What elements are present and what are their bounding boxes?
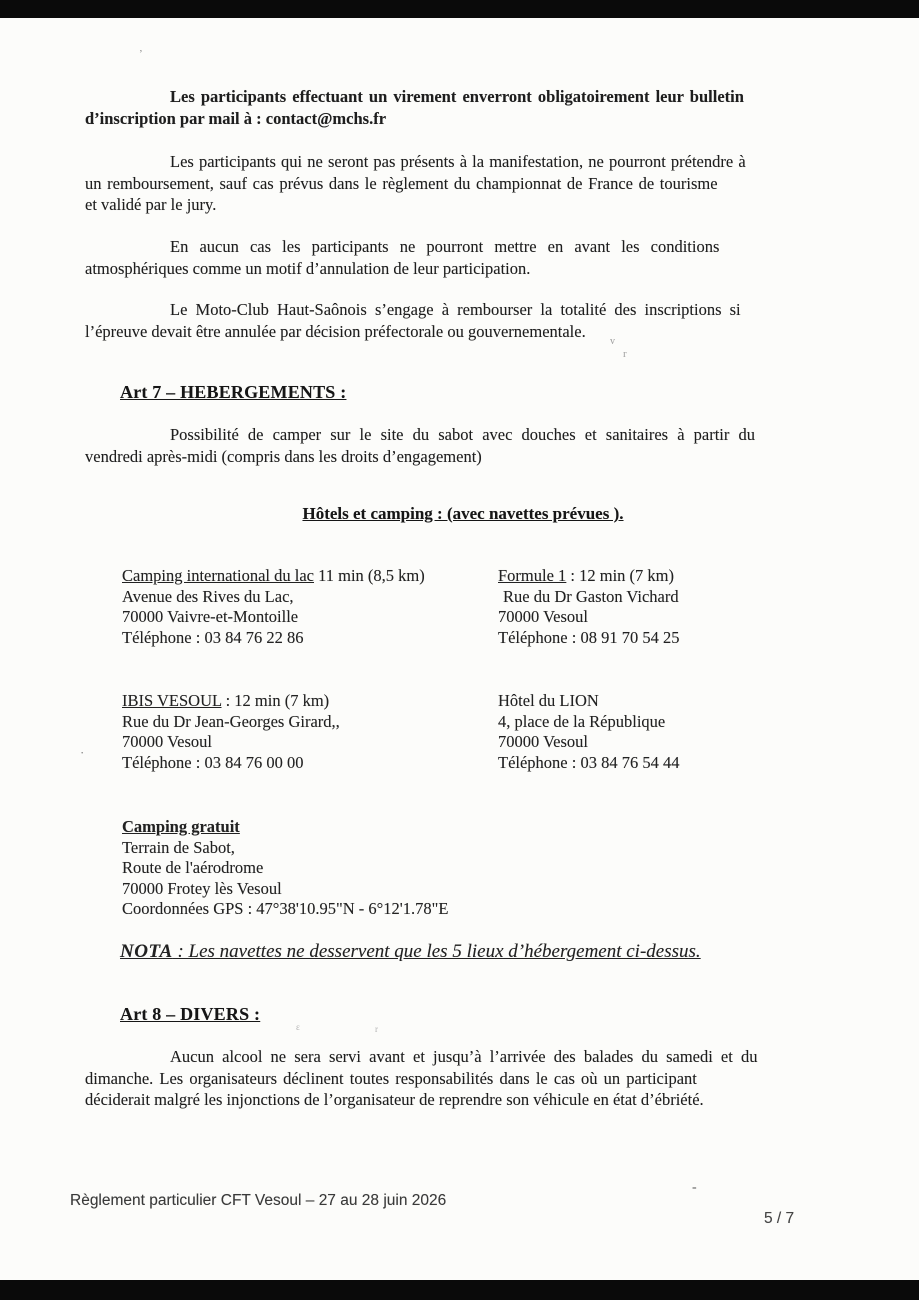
paragraph-line: En aucun cas les participants ne pourront mettre en avant les conditions — [170, 237, 720, 256]
accommodation-title — [498, 566, 679, 587]
accommodation-title — [122, 817, 448, 838]
accommodation-phone: Téléphone : 03 84 76 22 86 — [122, 627, 304, 647]
scan-speck: ’ — [139, 48, 143, 60]
paragraph-line: d’inscription par mail à : contact@mchs.fr — [85, 108, 387, 128]
hotels-camping-subheading: Hôtels et camping : (avec navettes prévues ). — [302, 504, 624, 523]
paragraph-alcool — [85, 1046, 841, 1111]
accommodation-address-line: 70000 Vesoul — [498, 732, 588, 751]
paragraph-virement — [85, 86, 841, 129]
accommodation-distance: 11 min (8,5 km) — [314, 566, 425, 585]
accommodation-address-line: Avenue des Rives du Lac, — [122, 586, 294, 606]
paragraph-conditions-atmospheriques — [85, 236, 841, 279]
paragraph-line: dimanche. Les organisateurs déclinent toutes responsabilités dans le cas où un participant — [85, 1068, 697, 1088]
nota-label: NOTA — [120, 941, 173, 962]
accommodation-address-line: 70000 Vesoul — [122, 732, 212, 751]
accommodation-camping-gratuit — [122, 817, 448, 920]
scan-speck: r — [623, 348, 627, 360]
accommodation-phone: Téléphone : 08 91 70 54 25 — [498, 627, 680, 647]
accommodation-address-line: 4, place de la République — [498, 711, 666, 731]
paragraph-line: vendredi après-midi (compris dans les droits d’engagement) — [85, 446, 482, 466]
accommodation-phone: Téléphone : 03 84 76 00 00 — [122, 752, 304, 772]
accommodation-distance: : 12 min (7 km) — [221, 691, 330, 710]
accommodation-address-line: Rue du Dr Gaston Vichard — [503, 586, 679, 606]
nota-line — [120, 941, 701, 963]
accommodation-address-line: Route de l'aérodrome — [122, 858, 264, 877]
accommodation-name: Camping international du lac — [122, 566, 314, 585]
paragraph-line: Les participants effectuant un virement enverront obligatoirement leur bulletin — [170, 87, 744, 106]
paragraph-moto-club — [85, 299, 841, 342]
accommodation-name: Camping gratuit — [122, 817, 240, 836]
paragraph-line: un remboursement, sauf cas prévus dans le règlement du championnat de France de tourisme — [85, 173, 718, 193]
scan-border-top — [0, 0, 919, 18]
accommodation-camping-international — [122, 566, 425, 648]
scan-speck: · — [80, 745, 85, 760]
accommodation-address-line: 70000 Frotey lès Vesoul — [122, 878, 282, 898]
accommodation-address-line: 70000 Vaivre-et-Montoille — [122, 607, 299, 626]
scan-speck: r — [375, 1024, 378, 1034]
paragraph-line: Aucun alcool ne sera servi avant et jusqu’à l’arrivée des balades du samedi et du — [170, 1047, 758, 1066]
scan-speck: ε — [296, 1022, 300, 1032]
accommodation-address-line: Rue du Dr Jean-Georges Girard,, — [122, 711, 340, 731]
paragraph-line: et validé par le jury. — [85, 195, 217, 214]
paragraph-line: Possibilité de camper sur le site du sabot avec douches et sanitaires à partir du — [170, 425, 756, 444]
accommodation-title — [122, 566, 425, 587]
paragraph-line: l’épreuve devait être annulée par décision préfectorale ou gouvernementale. — [85, 321, 586, 341]
paragraph-remboursement — [85, 151, 841, 216]
paragraph-line: déciderait malgré les injonctions de l’organisateur de reprendre son véhicule en état d’ébriété. — [85, 1090, 704, 1109]
accommodation-address-line: Terrain de Sabot, — [122, 837, 235, 857]
accommodation-phone: Téléphone : 03 84 76 54 44 — [498, 752, 680, 772]
accommodation-title — [122, 691, 340, 712]
footer-document-title: Règlement particulier CFT Vesoul – 27 au 28 juin 2026 — [70, 1192, 447, 1209]
scan-border-bottom — [0, 1280, 919, 1300]
accommodation-name: Formule 1 — [498, 566, 567, 585]
scan-speck: v — [610, 336, 615, 347]
nota-text: : Les navettes ne desservent que les 5 lieux d’hébergement ci-dessus. — [172, 941, 701, 962]
accommodation-address-line: 70000 Vesoul — [498, 607, 588, 626]
accommodation-gps-coordinates: Coordonnées GPS : 47°38'10.95"N - 6°12'1.78"E — [122, 899, 449, 918]
accommodation-formule1 — [498, 566, 679, 648]
scan-speck: - — [692, 1180, 697, 1195]
accommodation-distance: : 12 min (7 km) — [566, 566, 674, 585]
accommodation-title — [498, 691, 679, 712]
paragraph-line: atmosphériques comme un motif d’annulation de leur participation. — [85, 258, 531, 278]
art7-heading: Art 7 – HEBERGEMENTS : — [120, 382, 347, 402]
art8-heading: Art 8 – DIVERS : — [120, 1004, 261, 1024]
paragraph-camping-site — [85, 424, 841, 467]
accommodation-ibis-vesoul — [122, 691, 340, 773]
paragraph-line: Les participants qui ne seront pas présents à la manifestation, ne pourront prétendre à — [170, 152, 746, 171]
paragraph-line: Le Moto-Club Haut-Saônois s’engage à rembourser la totalité des inscriptions si — [170, 300, 741, 319]
page-number: 5 / 7 — [764, 1210, 795, 1227]
accommodation-hotel-du-lion — [498, 691, 679, 773]
accommodation-name: Hôtel du LION — [498, 691, 599, 710]
accommodation-name: IBIS VESOUL — [122, 691, 222, 710]
